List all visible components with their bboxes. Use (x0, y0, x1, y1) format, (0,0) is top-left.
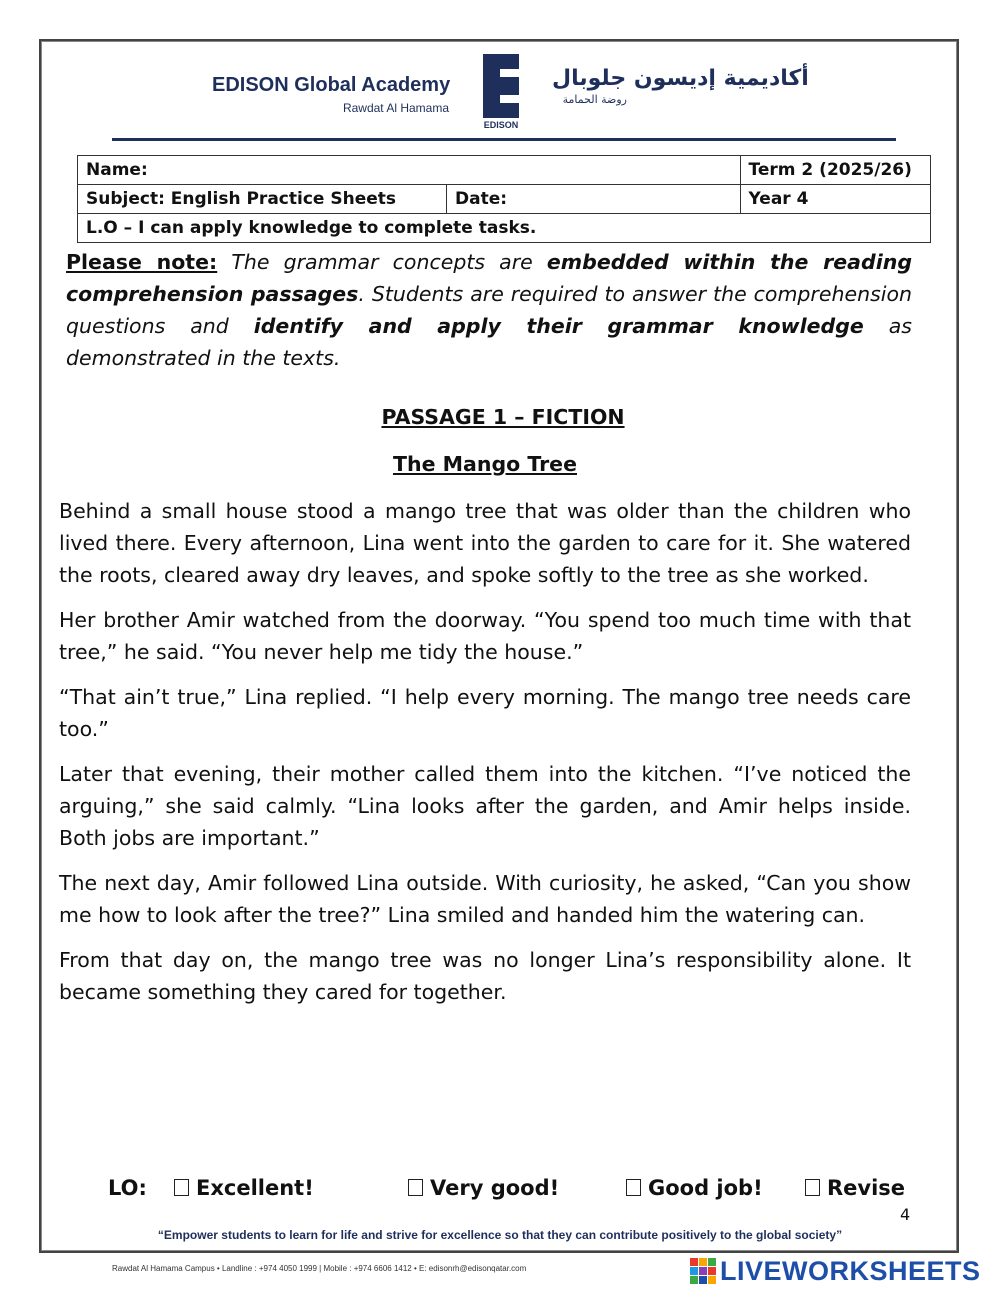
story-paragraph: “That ain’t true,” Lina replied. “I help every morning. The mango tree needs care too.” (59, 685, 911, 741)
school-name: EDISON Global Academy (212, 74, 451, 96)
school-header-english (212, 74, 449, 115)
liveworksheets-logo-icon (690, 1258, 718, 1284)
story-paragraph: The next day, Amir followed Lina outside. With curiosity, he asked, “Can you show me how to look after the tree?” Lina smiled and handed him the watering can. (59, 871, 911, 927)
story-title: The Mango Tree (393, 452, 577, 476)
rating-excellent[interactable]: Excellent! (174, 1176, 314, 1200)
date-field[interactable]: Date: (447, 185, 741, 214)
checkbox-icon[interactable] (805, 1179, 820, 1196)
name-field[interactable]: Name: (78, 156, 741, 185)
school-name-arabic: أكاديمية إديسون جلوبال (552, 66, 809, 91)
rating-good-job[interactable]: Good job! (626, 1176, 763, 1200)
learning-objective-cell: L.O – I can apply knowledge to complete tasks. (78, 214, 931, 243)
campus-name-arabic: روضة الحمامة (562, 93, 627, 106)
checkbox-icon[interactable] (174, 1179, 189, 1196)
story-text (59, 495, 911, 1021)
school-motto: “Empower students to learn for life and strive for excellence so that they can contribute positively to the global society” (157, 1228, 843, 1242)
story-paragraph: Behind a small house stood a mango tree that was older than the children who lived there. Every afternoon, Lina went into the garden to care for it. She watered the roots, cleared away dry leaves, and spoke softly to the tree as she worked. (59, 499, 911, 587)
checkbox-icon[interactable] (408, 1179, 423, 1196)
page-number: 4 (900, 1205, 911, 1224)
rating-revise[interactable]: Revise (805, 1176, 905, 1200)
logo-label: EDISON (483, 120, 519, 130)
contact-footer: Rawdat Al Hamama Campus • Landline : +974 4050 1999 | Mobile : +974 6606 1412 • E: edisonrh@edisonqatar.com (112, 1264, 527, 1273)
story-paragraph: Her brother Amir watched from the doorway. “You spend too much time with that tree,” he said. “You never help me tidy the house.” (59, 608, 911, 664)
please-note: Please note: The grammar concepts are embedded within the reading comprehension passages. Students are required to answer the comprehension questions and identify and apply their grammar knowledge as demonstrated in the texts. (66, 250, 912, 370)
checkbox-icon[interactable] (626, 1179, 641, 1196)
term-cell: Term 2 (2025/26) (740, 156, 930, 185)
passage-heading: PASSAGE 1 – FICTION (381, 405, 625, 429)
watermark-text: LIVEWORKSHEETS (720, 1256, 981, 1286)
story-paragraph: From that day on, the mango tree was no longer Lina’s responsibility alone. It became something they cared for together. (59, 948, 911, 1004)
lo-label: LO: (108, 1176, 147, 1200)
note-label: Please note: (66, 250, 218, 274)
header-divider (112, 138, 896, 141)
subject-cell: Subject: English Practice Sheets (78, 185, 447, 214)
story-paragraph: Later that evening, their mother called them into the kitchen. “I’ve noticed the arguing,” she said calmly. “Lina looks after the garden, and Amir helps inside. Both jobs are important.” (59, 762, 911, 850)
school-header-arabic (552, 66, 809, 106)
rating-very-good[interactable]: Very good! (408, 1176, 559, 1200)
student-info-table (77, 155, 931, 243)
year-cell: Year 4 (740, 185, 930, 214)
campus-name: Rawdat Al Hamama (342, 101, 449, 115)
